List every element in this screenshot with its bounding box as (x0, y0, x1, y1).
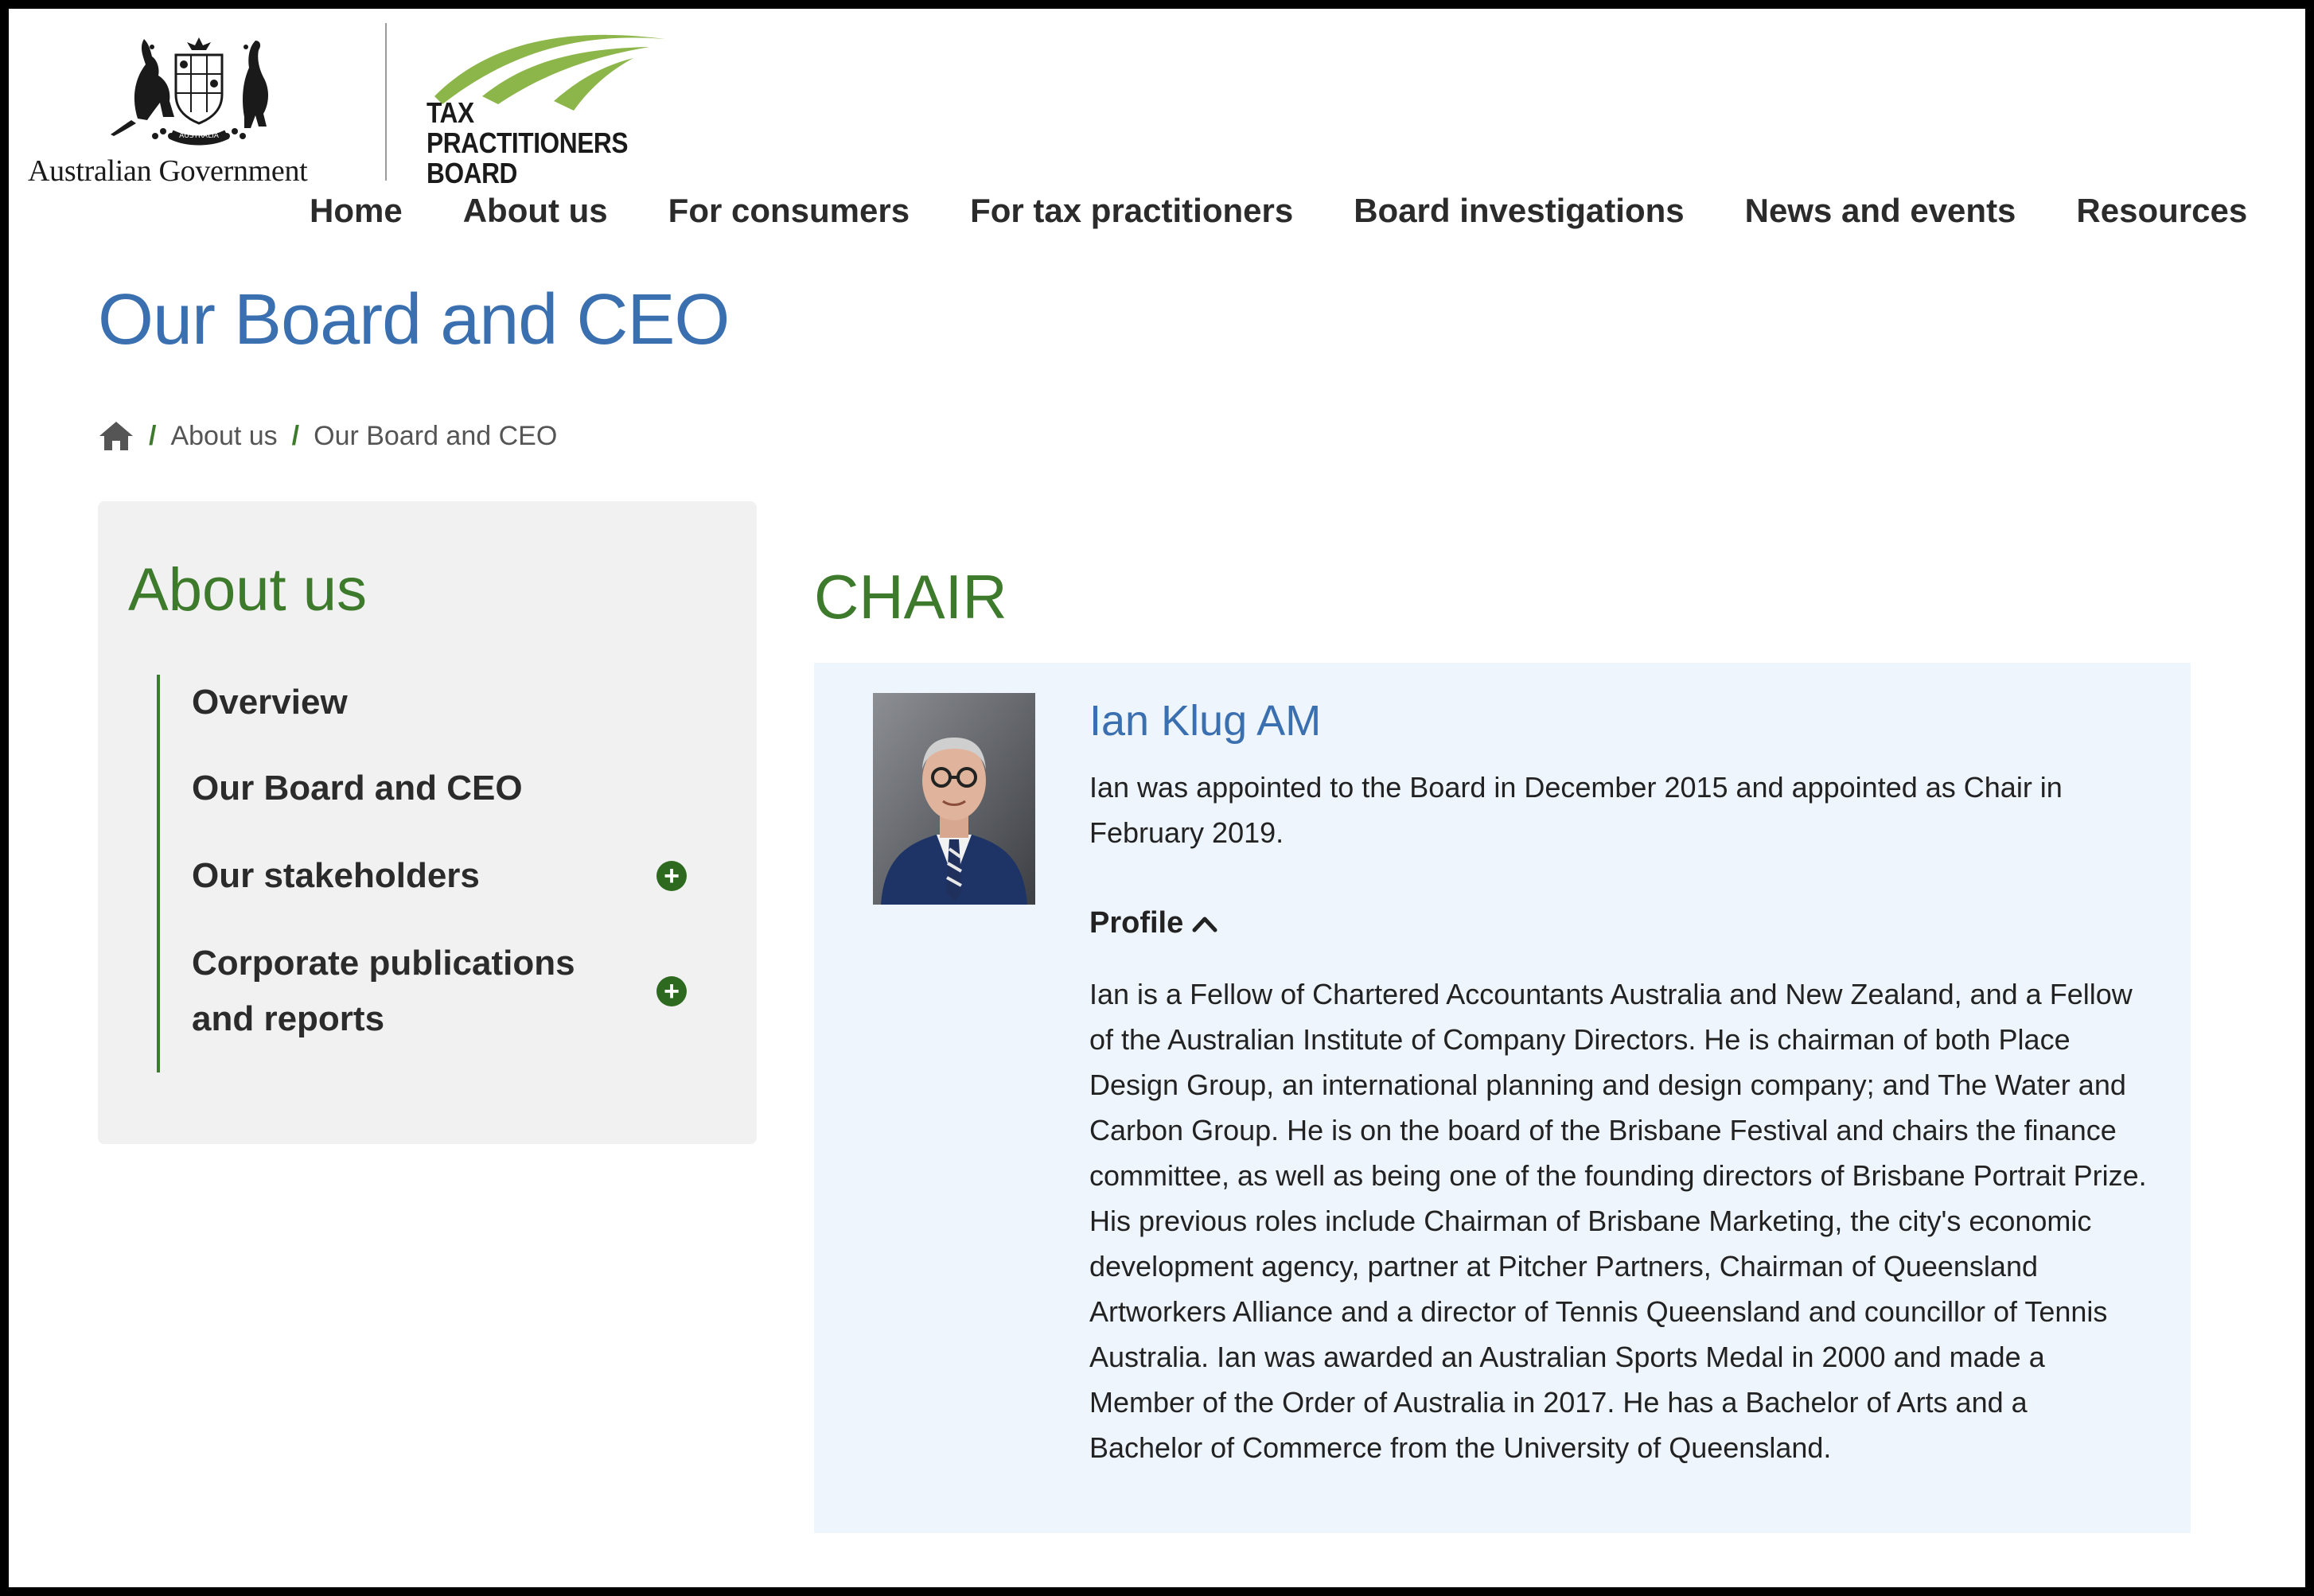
sidebar-title: About us (128, 556, 367, 624)
nav-board-investigations[interactable]: Board investigations (1354, 192, 1685, 229)
profile-toggle-label: Profile (1089, 906, 1184, 940)
person-intro: Ian was appointed to the Board in December 2015 and appointed as Chair in February 2019. (1089, 771, 2063, 849)
logo-divider (385, 23, 387, 181)
nav-for-consumers[interactable]: For consumers (668, 192, 910, 229)
page-title: Our Board and CEO (98, 280, 730, 360)
sidebar-item-label-line-1: Corporate publications (192, 944, 575, 983)
person-name: Ian Klug AM (1089, 697, 1322, 745)
coat-of-arms-icon (107, 23, 290, 150)
tpb-line-1: TAX (427, 96, 474, 129)
person-bio: Ian is a Fellow of Chartered Accountants Australia and New Zealand, and a Fellow of the Australian Institute of Company Directors. He is chairman of both Place Design Group, an international planning and design company; and The Water and Carbon Group. He is on the board of the Brisbane Festival and chairs the finance committee, as well as being one of the founding directors of Brisbane Portrait Prize. His previous roles include Chairman of Brisbane Marketing, the city's economic development agency, partner at Pitcher Partners, Chairman of Queensland Artworkers Alliance and a director of Tennis Queensland and councillor of Tennis Australia. Ian was awarded an Australian Sports Medal in 2000 and made a Member of the Order of Australia in 2017. He has a Bachelor of Arts and a Bachelor of Commerce from the University of Queensland. (1089, 978, 2147, 1464)
main-nav (310, 192, 2247, 230)
plus-circle-icon[interactable]: + (656, 861, 687, 891)
breadcrumb-separator: / (149, 420, 157, 451)
sidebar (98, 501, 757, 1144)
australian-government-logo[interactable] (28, 23, 362, 190)
sidebar-item-overview[interactable]: Overview (192, 683, 348, 722)
portrait-image (873, 693, 1035, 905)
sidebar-nav (157, 675, 693, 1072)
nav-for-tax-practitioners[interactable]: For tax practitioners (970, 192, 1294, 229)
profile-toggle[interactable] (1089, 906, 1218, 940)
breadcrumb (98, 416, 557, 456)
breadcrumb-about-us[interactable]: About us (170, 420, 278, 451)
crest-scroll-text: AUSTRALIA (179, 132, 219, 140)
breadcrumb-current: Our Board and CEO (314, 420, 558, 451)
profile-card (814, 663, 2191, 1533)
nav-home[interactable]: Home (310, 192, 403, 229)
sidebar-item-our-board-and-ceo[interactable]: Our Board and CEO (192, 769, 523, 808)
sidebar-item-label-line-2: and reports (192, 999, 385, 1038)
nav-resources[interactable]: Resources (2076, 192, 2248, 229)
tpb-logo[interactable] (427, 25, 665, 192)
tpb-line-3: BOARD (427, 157, 517, 189)
chevron-up-icon (1191, 914, 1218, 933)
sidebar-item-corporate-publications[interactable] (192, 936, 575, 1047)
page (9, 9, 2305, 1587)
nav-about-us[interactable]: About us (462, 192, 608, 229)
breadcrumb-separator: / (291, 420, 300, 451)
home-icon[interactable] (98, 420, 134, 452)
plus-circle-icon[interactable]: + (656, 976, 687, 1006)
gov-name: Australian Government (28, 154, 308, 188)
sidebar-item-our-stakeholders[interactable]: Our stakeholders (192, 856, 480, 895)
tpb-wordmark (427, 98, 637, 189)
section-title: CHAIR (814, 562, 1007, 632)
tpb-line-2: PRACTITIONERS (427, 127, 629, 159)
nav-news-and-events[interactable]: News and events (1744, 192, 2016, 229)
